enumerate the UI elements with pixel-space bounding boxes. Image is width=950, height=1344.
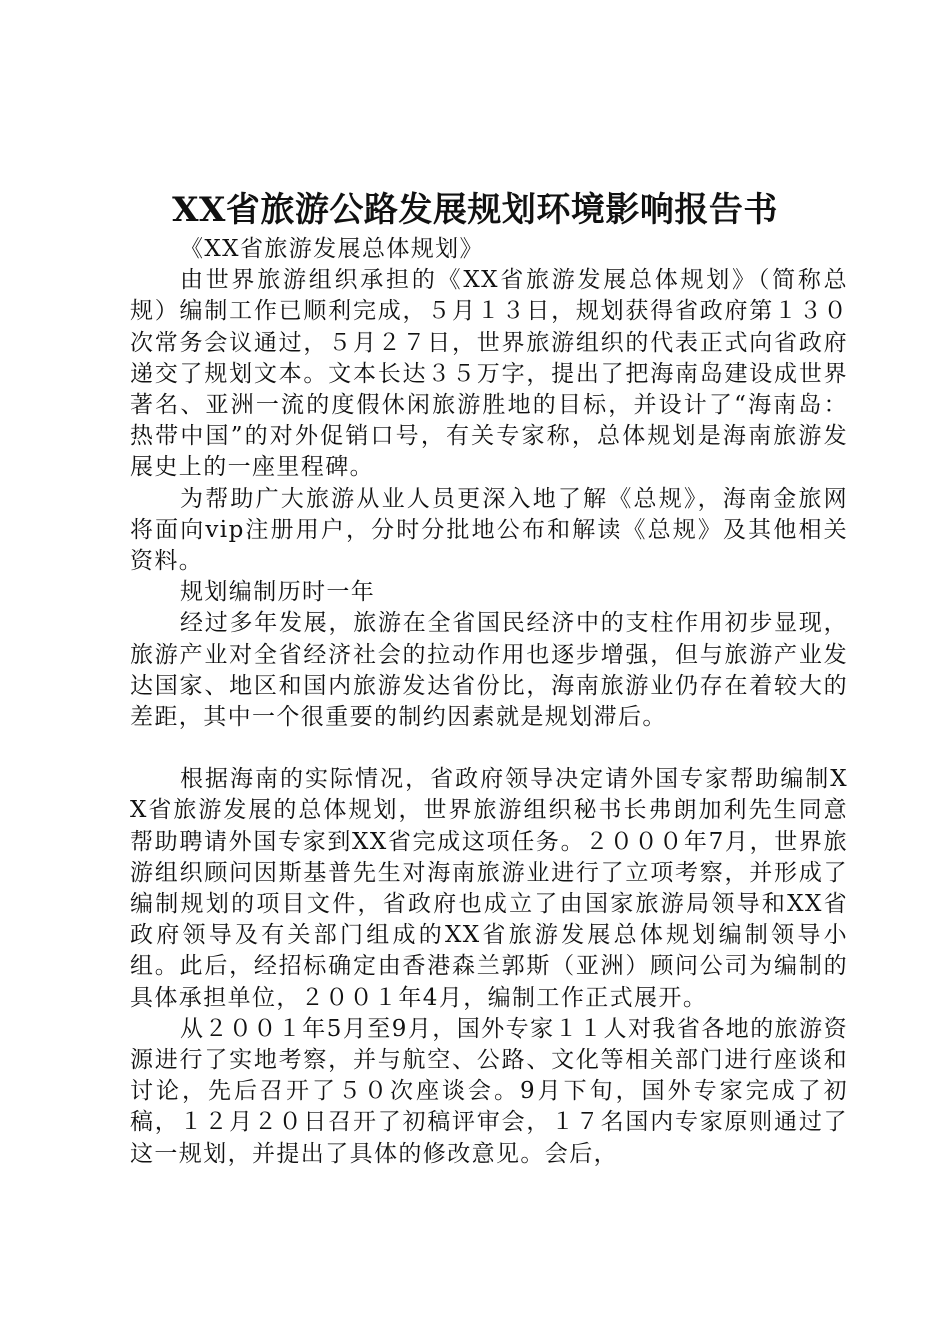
paragraph-background: 经过多年发展，旅游在全省国民经济中的支柱作用初步显现，旅游产业对全省经济社会的拉动作用也逐步增强，但与旅游产业发达国家、地区和国内旅游发达省份比，海南旅游业仍存在着较大的差距，其中一个很重要的制约因素就是规划滞后。 <box>130 610 848 731</box>
paragraph-expert-commission: 根据海南的实际情况，省政府领导决定请外国专家帮助编制XX省旅游发展的总体规划，世界旅游组织秘书长弗朗加利先生同意帮助聘请外国专家到XX省完成这项任务。２０００年7月，世界旅游组织顾问因斯基普先生对海南旅游业进行了立项考察，并形成了编制规划的项目文件，省政府也成立了由国家旅游局领导和XX省政府领导及有关部门组成的XX省旅游发展总体规划编制领导小组。此后，经招标确定由香港森兰郭斯（亚洲）顾问公司为编制的具体承担单位，２００１年4月，编制工作正式展开。 <box>130 766 848 1011</box>
paragraph-plan-completed: 由世界旅游组织承担的《XX省旅游发展总体规划》（简称总规）编制工作已顺利完成，５月１３日，规划获得省政府第１３０次常务会议通过，５月２７日，世界旅游组织的代表正式向省政府递交了规划文本。文本长达３５万字，提出了把海南岛建设成世界著名、亚洲一流的度假休闲旅游胜地的目标，并设计了“海南岛：热带中国”的对外促销口号，有关专家称，总体规划是海南旅游发展史上的一座里程碑。 <box>130 267 848 481</box>
document-body <box>130 234 848 1170</box>
paragraph-plan-name: 《XX省旅游发展总体规划》 <box>180 236 484 262</box>
document-title: XX省旅游公路发展规划环境影响报告书 <box>172 190 778 230</box>
paragraph-vip-release: 为帮助广大旅游从业人员更深入地了解《总规》，海南金旅网将面向vip注册用户，分时分批地公布和解读《总规》及其他相关资料。 <box>130 485 848 575</box>
paragraph-subheading: 规划编制历时一年 <box>180 579 376 606</box>
paragraph-field-survey: 从２００１年5月至9月，国外专家１１人对我省各地的旅游资源进行了实地考察，并与航空、公路、文化等相关部门进行座谈和讨论，先后召开了５０次座谈会。9月下旬，国外专家完成了初稿，１２月２０日召开了初稿评审会，１７名国内专家原则通过了这一规划，并提出了具体的修改意见。会后， <box>130 1015 848 1167</box>
